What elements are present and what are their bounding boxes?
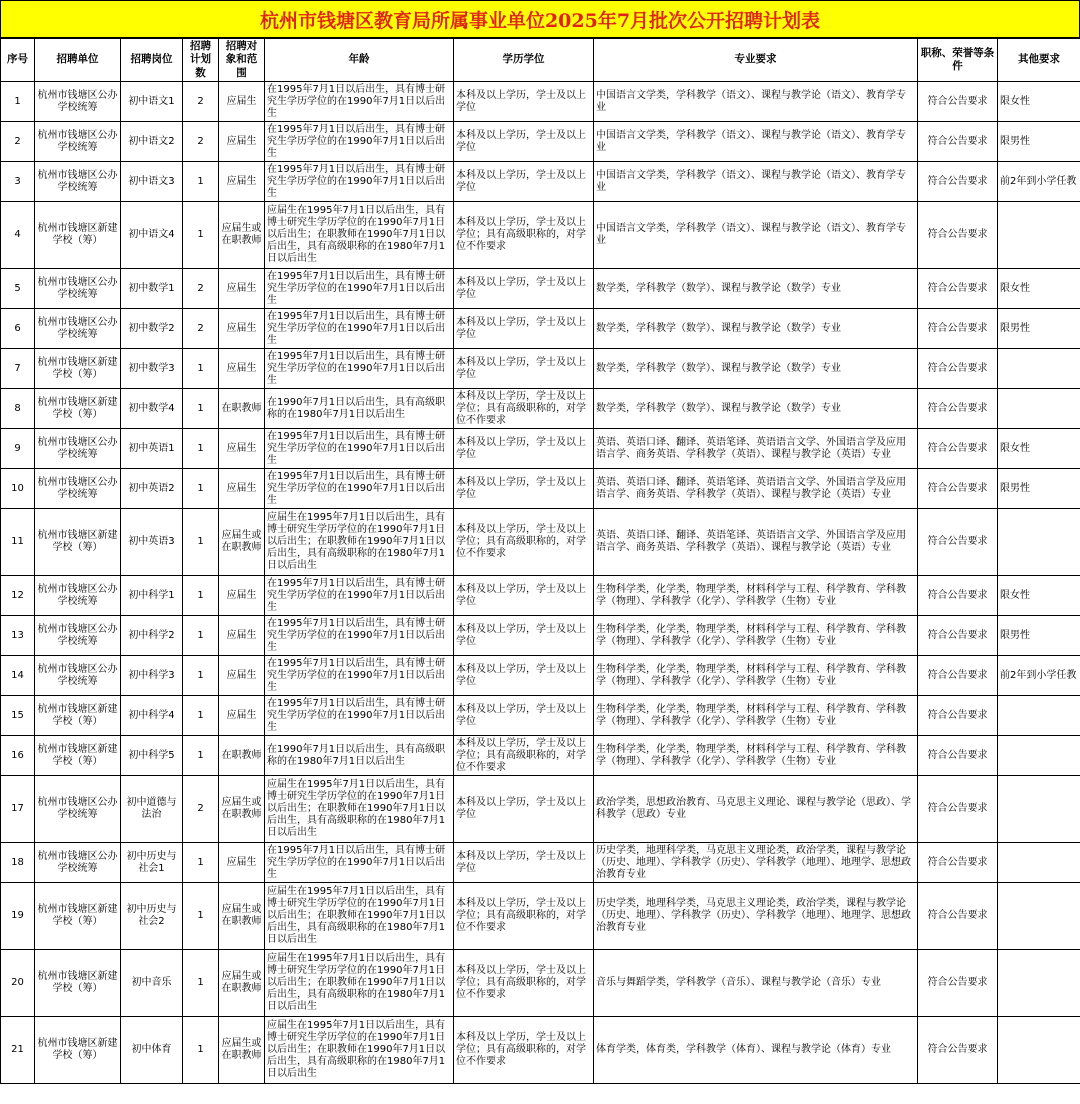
cell-target: 应届生或在职教师: [219, 1017, 265, 1084]
cell-unit: 杭州市钱塘区新建学校（筹）: [35, 1017, 121, 1084]
cell-other: 限男性: [998, 309, 1080, 349]
cell-count: 1: [183, 576, 219, 616]
cell-other: 限女性: [998, 576, 1080, 616]
cell-no: 19: [1, 883, 35, 950]
cell-other: [998, 883, 1080, 950]
cell-title-requirement: 符合公告要求: [918, 843, 998, 883]
cell-education: 本科及以上学历，学士及以上学位；具有高级职称的，对学位不作要求: [454, 389, 594, 429]
cell-post: 初中语文3: [121, 162, 183, 202]
cell-no: 13: [1, 616, 35, 656]
cell-education: 本科及以上学历，学士及以上学位: [454, 82, 594, 122]
cell-title-requirement: 符合公告要求: [918, 162, 998, 202]
cell-title-requirement: 符合公告要求: [918, 429, 998, 469]
cell-other: [998, 843, 1080, 883]
cell-major: 中国语言文学类，学科教学（语文）、课程与教学论（语文）、教育学专业: [594, 82, 918, 122]
cell-education: 本科及以上学历，学士及以上学位；具有高级职称的，对学位不作要求: [454, 736, 594, 776]
table-row: [1, 1017, 1080, 1084]
header-post: 招聘岗位: [121, 39, 183, 82]
cell-post: 初中数学1: [121, 269, 183, 309]
page-title: 杭州市钱塘区教育局所属事业单位2025年7月批次公开招聘计划表: [0, 0, 1080, 38]
cell-target: 应届生: [219, 429, 265, 469]
cell-post: 初中数学4: [121, 389, 183, 429]
cell-no: 2: [1, 122, 35, 162]
cell-other: [998, 776, 1080, 843]
cell-major: 历史学类，地理科学类，马克思主义理论类，政治学类，课程与教学论（历史、地理）、学科教学（历史）、学科教学（地理）、地理学、思想政治教育专业: [594, 883, 918, 950]
cell-post: 初中科学2: [121, 616, 183, 656]
table-row: [1, 843, 1080, 883]
cell-other: [998, 696, 1080, 736]
cell-other: 限女性: [998, 269, 1080, 309]
cell-no: 11: [1, 509, 35, 576]
cell-target: 应届生: [219, 309, 265, 349]
cell-post: 初中英语3: [121, 509, 183, 576]
cell-age: 在1995年7月1日以后出生，具有博士研究生学历学位的在1990年7月1日以后出生: [265, 269, 454, 309]
cell-major: 数学类，学科教学（数学）、课程与教学论（数学）专业: [594, 269, 918, 309]
cell-title-requirement: 符合公告要求: [918, 509, 998, 576]
cell-target: 应届生或在职教师: [219, 776, 265, 843]
cell-other: [998, 349, 1080, 389]
cell-no: 12: [1, 576, 35, 616]
cell-unit: 杭州市钱塘区新建学校（筹）: [35, 950, 121, 1017]
cell-other: [998, 950, 1080, 1017]
cell-post: 初中历史与社会1: [121, 843, 183, 883]
cell-education: 本科及以上学历，学士及以上学位；具有高级职称的，对学位不作要求: [454, 202, 594, 269]
cell-age: 在1990年7月1日以后出生，具有高级职称的在1980年7月1日以后出生: [265, 736, 454, 776]
cell-no: 10: [1, 469, 35, 509]
cell-count: 1: [183, 389, 219, 429]
cell-no: 4: [1, 202, 35, 269]
header-target: 招聘对象和范围: [219, 39, 265, 82]
cell-no: 18: [1, 843, 35, 883]
cell-other: 前2年到小学任教: [998, 656, 1080, 696]
cell-count: 1: [183, 696, 219, 736]
cell-education: 本科及以上学历，学士及以上学位: [454, 162, 594, 202]
cell-count: 1: [183, 469, 219, 509]
cell-title-requirement: 符合公告要求: [918, 576, 998, 616]
header-other: 其他要求: [998, 39, 1080, 82]
table-row: [1, 656, 1080, 696]
cell-major: 生物科学类，化学类，物理学类，材料科学与工程、科学教育、学科教学（物理）、学科教学（化学）、学科教学（生物）专业: [594, 696, 918, 736]
table-row: [1, 309, 1080, 349]
cell-major: 中国语言文学类，学科教学（语文）、课程与教学论（语文）、教育学专业: [594, 202, 918, 269]
table-row: [1, 122, 1080, 162]
cell-major: 生物科学类，化学类，物理学类，材料科学与工程、科学教育、学科教学（物理）、学科教学（化学）、学科教学（生物）专业: [594, 616, 918, 656]
cell-age: 在1995年7月1日以后出生，具有博士研究生学历学位的在1990年7月1日以后出生: [265, 843, 454, 883]
cell-count: 1: [183, 656, 219, 696]
cell-other: 限男性: [998, 122, 1080, 162]
cell-age: 应届生在1995年7月1日以后出生，具有博士研究生学历学位的在1990年7月1日以后出生；在职教师在1990年7月1日以后出生，具有高级职称的在1980年7月1日以后出生: [265, 202, 454, 269]
cell-target: 应届生: [219, 122, 265, 162]
cell-education: 本科及以上学历，学士及以上学位: [454, 656, 594, 696]
cell-unit: 杭州市钱塘区公办学校统筹: [35, 82, 121, 122]
cell-age: 在1995年7月1日以后出生，具有博士研究生学历学位的在1990年7月1日以后出生: [265, 349, 454, 389]
cell-education: 本科及以上学历，学士及以上学位: [454, 349, 594, 389]
cell-title-requirement: 符合公告要求: [918, 776, 998, 843]
table-row: [1, 576, 1080, 616]
cell-post: 初中语文1: [121, 82, 183, 122]
cell-target: 应届生: [219, 349, 265, 389]
header-education: 学历学位: [454, 39, 594, 82]
cell-other: 限男性: [998, 616, 1080, 656]
cell-title-requirement: 符合公告要求: [918, 696, 998, 736]
cell-title-requirement: 符合公告要求: [918, 469, 998, 509]
cell-other: 限女性: [998, 429, 1080, 469]
cell-unit: 杭州市钱塘区新建学校（筹）: [35, 883, 121, 950]
cell-target: 应届生或在职教师: [219, 883, 265, 950]
cell-age: 应届生在1995年7月1日以后出生，具有博士研究生学历学位的在1990年7月1日以后出生；在职教师在1990年7月1日以后出生，具有高级职称的在1980年7月1日以后出生: [265, 509, 454, 576]
table-row: [1, 202, 1080, 269]
cell-post: 初中科学1: [121, 576, 183, 616]
cell-other: 限男性: [998, 469, 1080, 509]
cell-age: 在1995年7月1日以后出生，具有博士研究生学历学位的在1990年7月1日以后出生: [265, 576, 454, 616]
cell-major: 生物科学类，化学类，物理学类，材料科学与工程、科学教育、学科教学（物理）、学科教学（化学）、学科教学（生物）专业: [594, 576, 918, 616]
cell-unit: 杭州市钱塘区新建学校（筹）: [35, 389, 121, 429]
cell-post: 初中历史与社会2: [121, 883, 183, 950]
cell-major: 数学类，学科教学（数学）、课程与教学论（数学）专业: [594, 349, 918, 389]
cell-unit: 杭州市钱塘区公办学校统筹: [35, 122, 121, 162]
cell-count: 1: [183, 349, 219, 389]
cell-count: 1: [183, 509, 219, 576]
cell-education: 本科及以上学历，学士及以上学位: [454, 776, 594, 843]
cell-title-requirement: 符合公告要求: [918, 656, 998, 696]
cell-count: 1: [183, 950, 219, 1017]
cell-education: 本科及以上学历，学士及以上学位: [454, 429, 594, 469]
cell-age: 应届生在1995年7月1日以后出生，具有博士研究生学历学位的在1990年7月1日以后出生；在职教师在1990年7月1日以后出生，具有高级职称的在1980年7月1日以后出生: [265, 776, 454, 843]
cell-unit: 杭州市钱塘区公办学校统筹: [35, 309, 121, 349]
cell-major: 历史学类，地理科学类，马克思主义理论类，政治学类，课程与教学论（历史、地理）、学科教学（历史）、学科教学（地理）、地理学、思想政治教育专业: [594, 843, 918, 883]
cell-target: 应届生: [219, 616, 265, 656]
cell-age: 在1995年7月1日以后出生，具有博士研究生学历学位的在1990年7月1日以后出生: [265, 616, 454, 656]
cell-unit: 杭州市钱塘区新建学校（筹）: [35, 349, 121, 389]
cell-no: 21: [1, 1017, 35, 1084]
cell-count: 1: [183, 883, 219, 950]
cell-unit: 杭州市钱塘区公办学校统筹: [35, 616, 121, 656]
cell-no: 9: [1, 429, 35, 469]
cell-age: 在1995年7月1日以后出生，具有博士研究生学历学位的在1990年7月1日以后出生: [265, 429, 454, 469]
cell-title-requirement: 符合公告要求: [918, 1017, 998, 1084]
cell-target: 应届生: [219, 162, 265, 202]
cell-major: 生物科学类，化学类，物理学类，材料科学与工程、科学教育、学科教学（物理）、学科教学（化学）、学科教学（生物）专业: [594, 736, 918, 776]
cell-title-requirement: 符合公告要求: [918, 309, 998, 349]
cell-no: 17: [1, 776, 35, 843]
cell-count: 1: [183, 1017, 219, 1084]
cell-major: 英语、英语口译、翻译、英语笔译、英语语言文学、外国语言学及应用语言学、商务英语、学科教学（英语）、课程与教学论（英语）专业: [594, 429, 918, 469]
header-count: 招聘计划数: [183, 39, 219, 82]
cell-unit: 杭州市钱塘区公办学校统筹: [35, 776, 121, 843]
cell-target: 应届生: [219, 469, 265, 509]
cell-post: 初中道德与法治: [121, 776, 183, 843]
cell-age: 在1995年7月1日以后出生，具有博士研究生学历学位的在1990年7月1日以后出生: [265, 82, 454, 122]
cell-education: 本科及以上学历，学士及以上学位: [454, 469, 594, 509]
cell-age: 在1995年7月1日以后出生，具有博士研究生学历学位的在1990年7月1日以后出生: [265, 656, 454, 696]
cell-education: 本科及以上学历，学士及以上学位: [454, 696, 594, 736]
cell-other: 前2年到小学任教: [998, 162, 1080, 202]
cell-target: 应届生: [219, 269, 265, 309]
cell-target: 在职教师: [219, 736, 265, 776]
cell-title-requirement: 符合公告要求: [918, 82, 998, 122]
cell-education: 本科及以上学历，学士及以上学位: [454, 269, 594, 309]
cell-post: 初中科学3: [121, 656, 183, 696]
cell-major: 中国语言文学类，学科教学（语文）、课程与教学论（语文）、教育学专业: [594, 122, 918, 162]
table-row: [1, 776, 1080, 843]
cell-no: 5: [1, 269, 35, 309]
cell-target: 应届生: [219, 576, 265, 616]
cell-other: [998, 1017, 1080, 1084]
cell-post: 初中数学2: [121, 309, 183, 349]
cell-age: 在1995年7月1日以后出生，具有博士研究生学历学位的在1990年7月1日以后出生: [265, 696, 454, 736]
cell-major: 英语、英语口译、翻译、英语笔译、英语语言文学、外国语言学及应用语言学、商务英语、学科教学（英语）、课程与教学论（英语）专业: [594, 509, 918, 576]
cell-age: 应届生在1995年7月1日以后出生，具有博士研究生学历学位的在1990年7月1日以后出生；在职教师在1990年7月1日以后出生，具有高级职称的在1980年7月1日以后出生: [265, 883, 454, 950]
cell-post: 初中英语1: [121, 429, 183, 469]
cell-education: 本科及以上学历，学士及以上学位: [454, 122, 594, 162]
cell-target: 应届生: [219, 696, 265, 736]
table-row: [1, 82, 1080, 122]
header-unit: 招聘单位: [35, 39, 121, 82]
cell-major: 英语、英语口译、翻译、英语笔译、英语语言文学、外国语言学及应用语言学、商务英语、学科教学（英语）、课程与教学论（英语）专业: [594, 469, 918, 509]
cell-education: 本科及以上学历，学士及以上学位；具有高级职称的，对学位不作要求: [454, 883, 594, 950]
cell-education: 本科及以上学历，学士及以上学位: [454, 616, 594, 656]
cell-education: 本科及以上学历，学士及以上学位: [454, 309, 594, 349]
cell-no: 3: [1, 162, 35, 202]
table-row: [1, 616, 1080, 656]
cell-title-requirement: 符合公告要求: [918, 122, 998, 162]
cell-unit: 杭州市钱塘区新建学校（筹）: [35, 509, 121, 576]
cell-unit: 杭州市钱塘区公办学校统筹: [35, 269, 121, 309]
cell-education: 本科及以上学历，学士及以上学位: [454, 576, 594, 616]
cell-unit: 杭州市钱塘区公办学校统筹: [35, 162, 121, 202]
cell-unit: 杭州市钱塘区新建学校（筹）: [35, 202, 121, 269]
cell-unit: 杭州市钱塘区新建学校（筹）: [35, 696, 121, 736]
cell-major: 中国语言文学类，学科教学（语文）、课程与教学论（语文）、教育学专业: [594, 162, 918, 202]
cell-count: 1: [183, 616, 219, 656]
cell-count: 1: [183, 736, 219, 776]
cell-post: 初中语文2: [121, 122, 183, 162]
cell-age: 应届生在1995年7月1日以后出生，具有博士研究生学历学位的在1990年7月1日以后出生；在职教师在1990年7月1日以后出生，具有高级职称的在1980年7月1日以后出生: [265, 1017, 454, 1084]
cell-count: 2: [183, 776, 219, 843]
cell-age: 在1995年7月1日以后出生，具有博士研究生学历学位的在1990年7月1日以后出生: [265, 469, 454, 509]
header-no: 序号: [1, 39, 35, 82]
cell-target: 应届生或在职教师: [219, 950, 265, 1017]
cell-education: 本科及以上学历，学士及以上学位；具有高级职称的，对学位不作要求: [454, 509, 594, 576]
cell-unit: 杭州市钱塘区公办学校统筹: [35, 656, 121, 696]
table-row: [1, 696, 1080, 736]
cell-major: 生物科学类，化学类，物理学类，材料科学与工程、科学教育、学科教学（物理）、学科教学（化学）、学科教学（生物）专业: [594, 656, 918, 696]
table-row: [1, 883, 1080, 950]
table-row: [1, 429, 1080, 469]
cell-title-requirement: 符合公告要求: [918, 349, 998, 389]
cell-count: 1: [183, 843, 219, 883]
cell-post: 初中体育: [121, 1017, 183, 1084]
cell-post: 初中数学3: [121, 349, 183, 389]
cell-title-requirement: 符合公告要求: [918, 202, 998, 269]
cell-count: 1: [183, 429, 219, 469]
cell-count: 1: [183, 162, 219, 202]
cell-target: 应届生或在职教师: [219, 509, 265, 576]
table-row: [1, 469, 1080, 509]
table-row: [1, 950, 1080, 1017]
cell-unit: 杭州市钱塘区公办学校统筹: [35, 429, 121, 469]
cell-age: 在1995年7月1日以后出生，具有博士研究生学历学位的在1990年7月1日以后出生: [265, 122, 454, 162]
cell-no: 6: [1, 309, 35, 349]
cell-target: 应届生: [219, 843, 265, 883]
table-row: [1, 736, 1080, 776]
cell-age: 在1995年7月1日以后出生，具有博士研究生学历学位的在1990年7月1日以后出生: [265, 309, 454, 349]
cell-post: 初中科学4: [121, 696, 183, 736]
header-major: 专业要求: [594, 39, 918, 82]
cell-count: 2: [183, 82, 219, 122]
cell-education: 本科及以上学历，学士及以上学位；具有高级职称的，对学位不作要求: [454, 1017, 594, 1084]
cell-no: 14: [1, 656, 35, 696]
cell-unit: 杭州市钱塘区新建学校（筹）: [35, 736, 121, 776]
cell-education: 本科及以上学历，学士及以上学位: [454, 843, 594, 883]
header-title-requirement: 职称、荣誉等条件: [918, 39, 998, 82]
cell-other: [998, 202, 1080, 269]
cell-count: 2: [183, 122, 219, 162]
table-row: [1, 162, 1080, 202]
cell-unit: 杭州市钱塘区公办学校统筹: [35, 469, 121, 509]
cell-title-requirement: 符合公告要求: [918, 389, 998, 429]
cell-count: 2: [183, 309, 219, 349]
table-body: [1, 82, 1080, 1084]
cell-title-requirement: 符合公告要求: [918, 269, 998, 309]
cell-count: 1: [183, 202, 219, 269]
cell-no: 20: [1, 950, 35, 1017]
cell-other: [998, 509, 1080, 576]
recruitment-table: [0, 38, 1080, 1084]
cell-age: 应届生在1995年7月1日以后出生，具有博士研究生学历学位的在1990年7月1日以后出生；在职教师在1990年7月1日以后出生，具有高级职称的在1980年7月1日以后出生: [265, 950, 454, 1017]
cell-no: 16: [1, 736, 35, 776]
cell-no: 8: [1, 389, 35, 429]
table-row: [1, 269, 1080, 309]
cell-target: 应届生或在职教师: [219, 202, 265, 269]
cell-age: 在1990年7月1日以后出生，具有高级职称的在1980年7月1日以后出生: [265, 389, 454, 429]
cell-major: 体育学类，体育类，学科教学（体育）、课程与教学论（体育）专业: [594, 1017, 918, 1084]
cell-major: 数学类，学科教学（数学）、课程与教学论（数学）专业: [594, 389, 918, 429]
cell-title-requirement: 符合公告要求: [918, 616, 998, 656]
cell-unit: 杭州市钱塘区公办学校统筹: [35, 576, 121, 616]
cell-post: 初中音乐: [121, 950, 183, 1017]
table-row: [1, 509, 1080, 576]
cell-major: 政治学类，思想政治教育、马克思主义理论、课程与教学论（思政）、学科教学（思政）专业: [594, 776, 918, 843]
cell-target: 应届生: [219, 656, 265, 696]
cell-no: 1: [1, 82, 35, 122]
cell-major: 数学类，学科教学（数学）、课程与教学论（数学）专业: [594, 309, 918, 349]
cell-other: [998, 389, 1080, 429]
cell-other: [998, 736, 1080, 776]
cell-title-requirement: 符合公告要求: [918, 883, 998, 950]
cell-count: 2: [183, 269, 219, 309]
table-row: [1, 389, 1080, 429]
table-header-row: [1, 39, 1080, 82]
cell-post: 初中英语2: [121, 469, 183, 509]
cell-major: 音乐与舞蹈学类，学科教学（音乐）、课程与教学论（音乐）专业: [594, 950, 918, 1017]
cell-target: 在职教师: [219, 389, 265, 429]
cell-education: 本科及以上学历，学士及以上学位；具有高级职称的，对学位不作要求: [454, 950, 594, 1017]
cell-unit: 杭州市钱塘区公办学校统筹: [35, 843, 121, 883]
table-row: [1, 349, 1080, 389]
cell-title-requirement: 符合公告要求: [918, 736, 998, 776]
cell-age: 在1995年7月1日以后出生，具有博士研究生学历学位的在1990年7月1日以后出生: [265, 162, 454, 202]
cell-other: 限女性: [998, 82, 1080, 122]
cell-post: 初中科学5: [121, 736, 183, 776]
cell-target: 应届生: [219, 82, 265, 122]
cell-post: 初中语文4: [121, 202, 183, 269]
cell-no: 7: [1, 349, 35, 389]
header-age: 年龄: [265, 39, 454, 82]
cell-title-requirement: 符合公告要求: [918, 950, 998, 1017]
cell-no: 15: [1, 696, 35, 736]
